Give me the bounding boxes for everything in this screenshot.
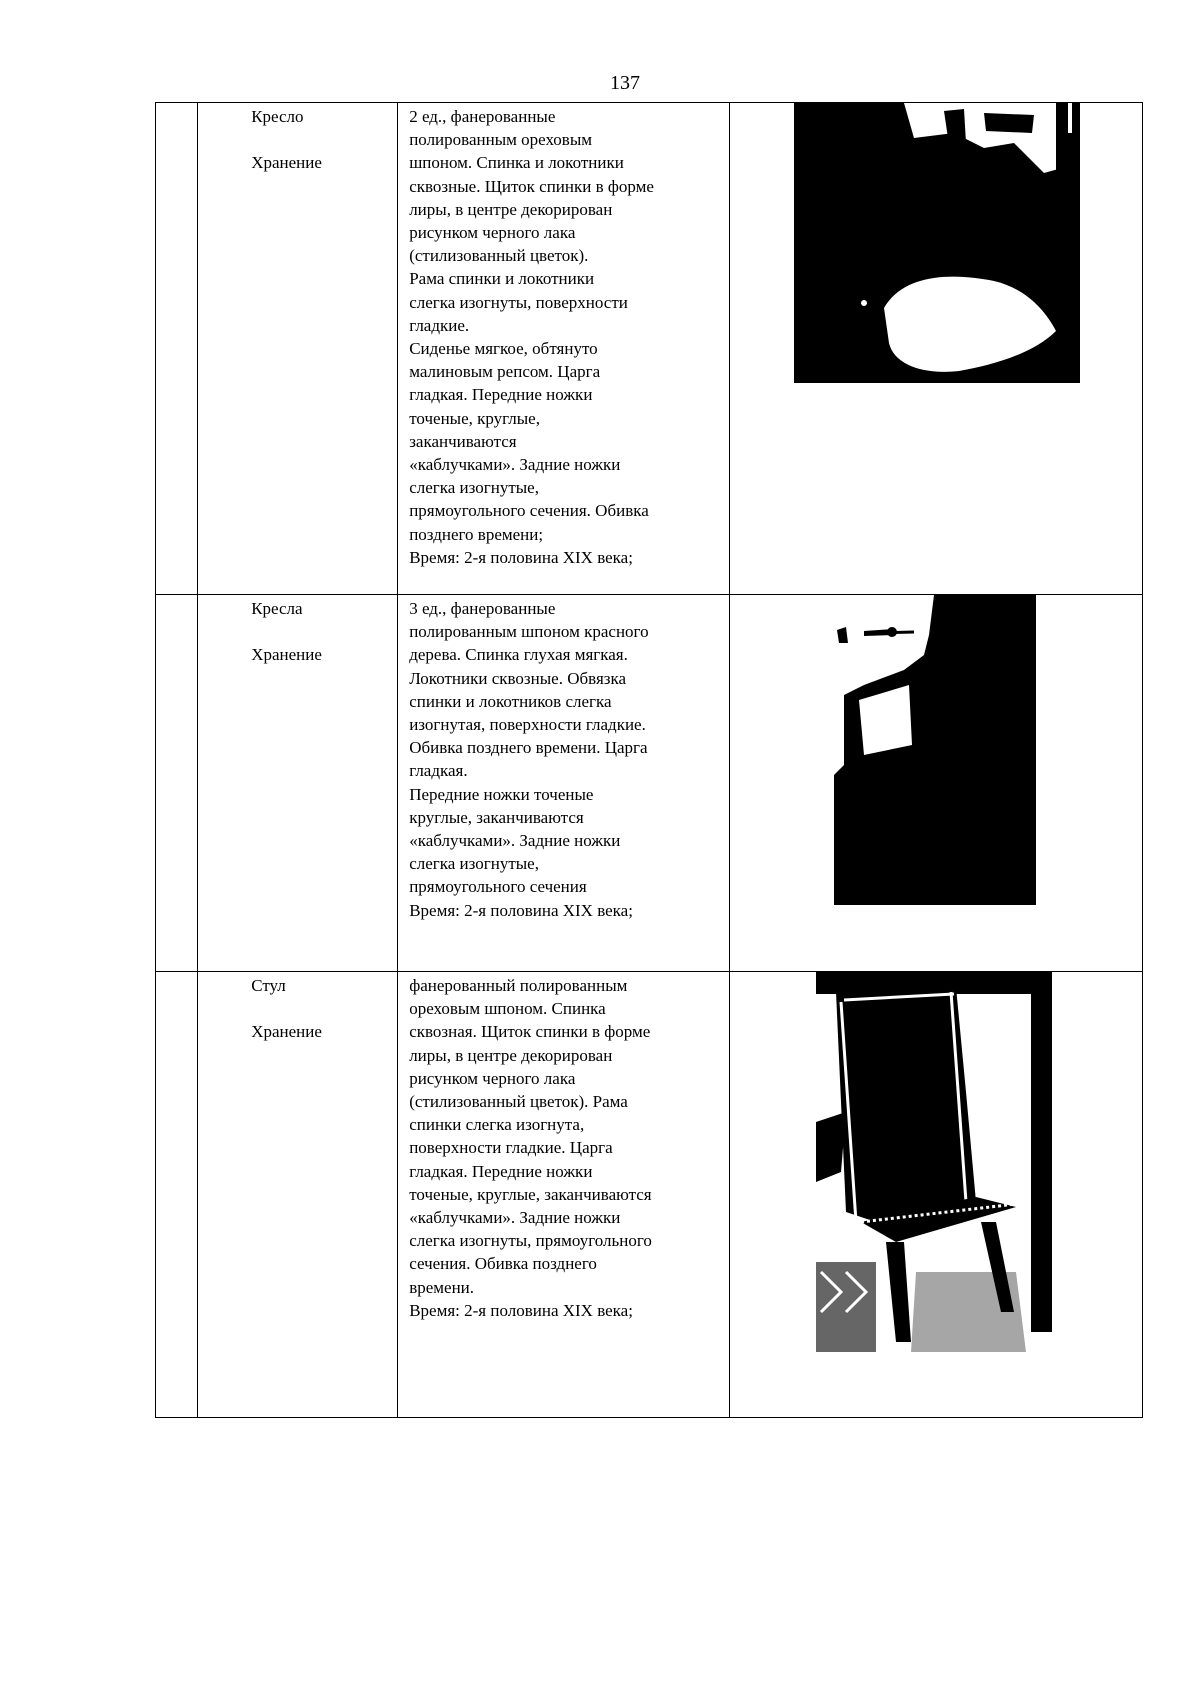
description-line: гладкая. (409, 761, 468, 781)
description-line: Время: 2-я половина XIX века; (409, 900, 633, 920)
description-cell (398, 972, 730, 1418)
description-line: «каблучками». Задние ножки (409, 455, 621, 475)
description-cell (398, 595, 730, 972)
description-line: 3 ед., фанерованные (409, 599, 556, 618)
number-cell (156, 103, 198, 595)
description-line: точеные, круглые, (409, 408, 540, 428)
item-description (409, 105, 729, 569)
description-line: (стилизованный цветок). (409, 246, 589, 266)
name-cell (198, 103, 398, 595)
chair-photo (816, 972, 1052, 1352)
description-line: изогнутая, поверхности гладкие. (409, 715, 646, 735)
description-line: Локотники сквозные. Обвязка (409, 668, 627, 688)
description-line: круглые, заканчиваются (409, 807, 584, 827)
description-line: ореховым шпоном. Спинка (409, 999, 606, 1019)
item-description (409, 974, 729, 1322)
table-row (156, 972, 1143, 1418)
description-line: полированным ореховым (409, 130, 593, 150)
description-line: слегка изогнутые, (409, 854, 539, 874)
description-line: прямоугольного сечения (409, 877, 587, 897)
description-line: Передние ножки точеные (409, 784, 594, 804)
description-line: дерева. Спинка глухая мягкая. (409, 645, 628, 665)
item-storage: Хранение (251, 1022, 322, 1041)
description-line: рисунком черного лака (409, 223, 576, 243)
description-line: точеные, круглые, заканчиваются (409, 1184, 652, 1204)
description-line: 2 ед., фанерованные (409, 107, 556, 126)
description-line: «каблучками». Задние ножки (409, 831, 621, 851)
name-cell (198, 595, 398, 972)
description-line: прямоугольного сечения. Обивка (409, 501, 649, 521)
item-name: Стул (251, 976, 286, 995)
description-line: Рама спинки и локотники (409, 269, 595, 289)
description-line: гладкая. Передние ножки (409, 1161, 593, 1181)
description-line: Обивка позднего времени. Царга (409, 738, 648, 758)
item-description (409, 597, 729, 922)
description-line: Время: 2-я половина XIX века; (409, 1300, 633, 1320)
description-line: лиры, в центре декорирован (409, 1045, 613, 1065)
item-name: Кресла (251, 599, 303, 618)
item-storage: Хранение (251, 645, 322, 664)
description-line: сквозные. Щиток спинки в форме (409, 176, 654, 196)
description-line: полированным шпоном красного (409, 622, 649, 642)
table-row (156, 595, 1143, 972)
number-cell (156, 595, 198, 972)
description-line: слегка изогнуты, прямоугольного (409, 1231, 652, 1251)
table-row (156, 103, 1143, 595)
description-line: «каблучками». Задние ножки (409, 1208, 621, 1228)
description-line: фанерованный полированным (409, 976, 628, 995)
description-line: заканчиваются (409, 431, 517, 451)
catalog-table (155, 102, 1143, 1418)
item-name: Кресло (251, 107, 304, 126)
description-line: сечения. Обивка позднего (409, 1254, 597, 1274)
description-line: позднего времени; (409, 524, 544, 544)
photo-cell (729, 103, 1142, 595)
description-line: Время: 2-я половина XIX века; (409, 547, 633, 567)
page-number: 137 (610, 72, 640, 94)
description-line: поверхности гладкие. Царга (409, 1138, 613, 1158)
description-line: рисунком черного лака (409, 1068, 576, 1088)
description-line: времени. (409, 1277, 475, 1297)
description-line: слегка изогнуты, поверхности (409, 292, 628, 312)
description-cell (398, 103, 730, 595)
description-line: спинки и локотников слегка (409, 691, 612, 711)
description-line: (стилизованный цветок). Рама (409, 1092, 628, 1112)
description-line: гладкие. (409, 315, 470, 335)
description-line: сквозная. Щиток спинки в форме (409, 1022, 651, 1042)
photo-cell (729, 972, 1142, 1418)
description-line: лиры, в центре декорирован (409, 199, 613, 219)
number-cell (156, 972, 198, 1418)
photo-cell (729, 595, 1142, 972)
armchairs-photo (834, 595, 1036, 905)
description-line: Сиденье мягкое, обтянуто (409, 339, 598, 359)
description-line: спинки слегка изогнута, (409, 1115, 585, 1135)
description-line: малиновым репсом. Царга (409, 362, 601, 382)
item-storage: Хранение (251, 153, 322, 172)
armchair-photo (794, 103, 1080, 383)
name-cell (198, 972, 398, 1418)
description-line: шпоном. Спинка и локотники (409, 153, 624, 173)
description-line: слегка изогнутые, (409, 478, 539, 498)
description-line: гладкая. Передние ножки (409, 385, 593, 405)
